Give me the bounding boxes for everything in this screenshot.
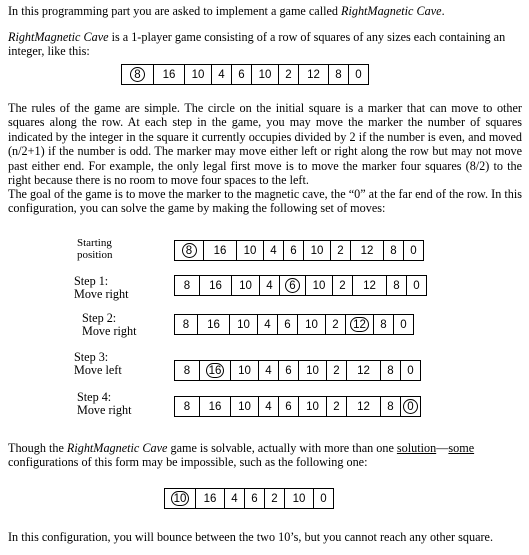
row-cell: 0 [313, 489, 333, 508]
row-cell: 16 [199, 397, 230, 416]
rules-paragraph: The rules of the game are simple. The circle on the initial square is a marker that can move to other squares along the row. At each step in the game, you may move the marker the number of squares indicated by the integer in the square it currently occupies divided by 2 if the number is even, and moved (n/2+1) if the number is odd. The marker may move either left or right along the row but may not move past either end. For example, the only legal first move is to move the marker four squares (8/2) to the right because there is no room to move four spaces to the left. [8, 101, 522, 188]
row-cell [199, 361, 230, 380]
row-cell: 2 [325, 315, 345, 334]
conclusion-paragraph: In this configuration, you will bounce between the two 10’s, but you cannot reach any other square. [8, 530, 493, 544]
row-cell: 10 [236, 241, 263, 260]
row-cell: 8 [328, 65, 348, 84]
example-row [121, 64, 369, 85]
step-row-1 [174, 275, 427, 296]
marker-circle: 10 [171, 491, 190, 506]
step-row-3 [174, 360, 421, 381]
row-cell: 10 [297, 315, 325, 334]
marker-circle: 12 [350, 317, 369, 332]
row-cell: 6 [231, 65, 251, 84]
marker-circle: 8 [182, 243, 197, 258]
row-cell: 6 [278, 397, 298, 416]
row-cell: 8 [380, 397, 400, 416]
row-cell: 6 [277, 315, 297, 334]
row-cell: 8 [373, 315, 393, 334]
step-row-0 [174, 240, 424, 261]
row-cell: 4 [258, 397, 278, 416]
game-name: RightMagnetic Cave [66, 441, 168, 455]
row-cell: 0 [348, 65, 368, 84]
row-cell: 8 [182, 318, 190, 331]
row-cell: 10 [230, 361, 258, 380]
row-cell: 10 [298, 361, 326, 380]
row-cell: 2 [278, 65, 298, 84]
row-cell: 16 [153, 65, 184, 84]
intro-paragraph [8, 4, 522, 18]
row-cell [165, 489, 195, 508]
row-cell: 4 [224, 489, 244, 508]
row-cell: 4 [258, 361, 278, 380]
row-cell: 4 [257, 315, 277, 334]
row-cell: 4 [211, 65, 231, 84]
row-cell: 10 [229, 315, 257, 334]
row-cell: 6 [244, 489, 264, 508]
row-cell [345, 315, 373, 334]
row-cell: 8 [386, 276, 406, 295]
row-cell: 8 [183, 364, 191, 377]
row-cell: 2 [330, 241, 350, 260]
step-label-3: Step 3: Move left [74, 350, 122, 377]
row-cell: 10 [303, 241, 330, 260]
row-cell: 4 [263, 241, 283, 260]
row-cell: 2 [332, 276, 352, 295]
description-paragraph [8, 30, 522, 59]
row-cell: 16 [197, 315, 229, 334]
row-cell [279, 276, 305, 295]
impossible-row [164, 488, 334, 509]
row-cell: 12 [352, 276, 386, 295]
row-cell: 10 [230, 397, 258, 416]
row-cell [175, 241, 203, 260]
step-label-4: Step 4: Move right [77, 390, 132, 417]
step-label-0: Starting position [77, 237, 113, 261]
marker-circle: 8 [130, 67, 145, 82]
row-cell: 2 [326, 361, 346, 380]
row-cell: 2 [326, 397, 346, 416]
row-cell: 4 [259, 276, 279, 295]
row-cell: 10 [184, 65, 211, 84]
step-row-2 [174, 314, 414, 335]
row-cell: 0 [393, 315, 413, 334]
step-label-2: Step 2: Move right [82, 311, 137, 338]
row-cell: 8 [383, 241, 403, 260]
row-cell: 10 [298, 397, 326, 416]
row-cell: 16 [199, 276, 231, 295]
row-cell: 12 [350, 241, 383, 260]
row-cell: 16 [195, 489, 224, 508]
solution-link: solution [396, 441, 437, 455]
row-cell [122, 65, 153, 84]
row-cell: 12 [346, 397, 380, 416]
row-cell: 0 [403, 241, 423, 260]
row-cell: 12 [298, 65, 328, 84]
goal-paragraph: The goal of the game is to move the marker to the magnetic cave, the “0” at the far end of the row. In this configuration, you can solve the game by making the following set of moves: [8, 187, 522, 216]
intro-end: . [441, 4, 445, 18]
marker-circle: 16 [206, 363, 225, 378]
description-text: is a 1-player game consisting of a row of squares of any sizes each containing an integer, like this: [8, 30, 506, 59]
row-cell: 10 [251, 65, 278, 84]
marker-circle: 0 [403, 399, 418, 414]
row-cell: 0 [400, 361, 420, 380]
row-cell: 2 [264, 489, 284, 508]
step-row-4 [174, 396, 421, 417]
intro-text: In this programming part you are asked to implement a game called [8, 4, 342, 18]
row-cell: 10 [231, 276, 259, 295]
row-cell: 12 [346, 361, 380, 380]
though-paragraph: Though the RightMagnetic Cave game is solvable, actually with more than one solution—some configurations of this form may be impossible, such as the following one: [8, 441, 475, 470]
game-name: RightMagnetic Cave [8, 30, 109, 44]
row-cell: 0 [406, 276, 426, 295]
step-label-1: Step 1: Move right [74, 274, 129, 301]
marker-circle: 6 [285, 278, 300, 293]
row-cell: 6 [283, 241, 303, 260]
row-cell: 6 [278, 361, 298, 380]
row-cell: 16 [203, 241, 236, 260]
row-cell: 8 [380, 361, 400, 380]
row-cell [400, 397, 420, 416]
row-cell: 8 [183, 279, 191, 292]
row-cell: 10 [305, 276, 332, 295]
game-name: RightMagnetic Cave [341, 4, 442, 18]
row-cell: 8 [183, 400, 191, 413]
row-cell: 10 [284, 489, 313, 508]
